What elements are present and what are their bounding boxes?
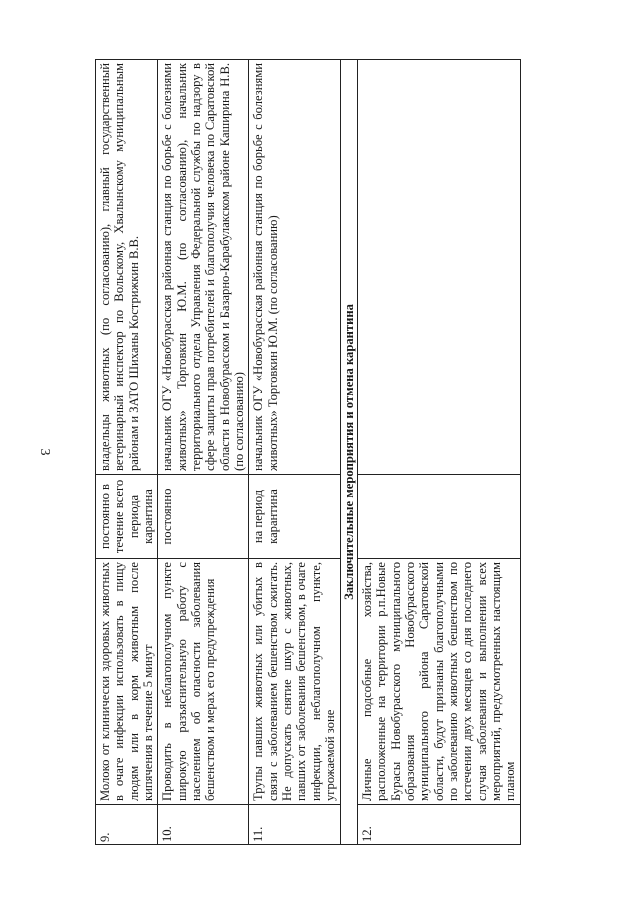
measure-description: Проводить в неблагополучном пункте широкую разъяснительную работу с населением об опасности заболевания бешенством и мерах его предупреждения xyxy=(158,559,249,805)
measure-timing: постоянно xyxy=(158,475,249,559)
measure-description: Трупы павших животных или убитых в связи с заболеванием бешенством сжигать. Не допускать снятие шкур с животных, павших от заболевания бешенством, в очаге инфекции, неблагополучном пункте, угрожаемой зоне xyxy=(249,559,340,805)
measure-timing: на период карантина xyxy=(249,475,340,559)
row-number: 10. xyxy=(158,805,249,845)
measures-table xyxy=(95,59,521,845)
measure-responsible: владельцы животных (по согласованию), главный государственный ветеринарный инспектор по Вольскому, Хвалынскому муниципальным районам и ЗАТО Шиханы Кострижкин В.В. xyxy=(96,60,158,475)
row-number: 9. xyxy=(96,805,158,845)
measure-timing: постоянно в течение всего периода карантина xyxy=(96,475,158,559)
measure-responsible xyxy=(357,60,520,475)
rotated-page-content xyxy=(95,60,518,845)
row-number: 11. xyxy=(249,805,340,845)
table-row xyxy=(357,60,520,845)
section-heading: Заключительные мероприятия и отмена карантина xyxy=(340,60,357,845)
measure-responsible: начальник ОГУ «Новобурасская районная станция по борьбе с болезнями животных» Торговкин Ю.М. (по согласованию), начальник территориального отдела Управления Федеральной службы по надзору в сфере защиты прав потребителей и благополучия человека по Саратовской области в Новобурасском и Базарно-Карабулакском районе Каширина Н.В. (по согласованию) xyxy=(158,60,249,475)
table-row xyxy=(249,60,340,845)
table-row xyxy=(158,60,249,845)
section-row xyxy=(340,60,357,845)
measure-description: Личные подсобные хозяйства, расположенные на территории р.п.Новые Бурасы Новобурасского муниципального образования Новобурасского муниципального района Саратовской области, будут признаны благополучными по заболеванию животных бешенством по истечении двух месяцев со дня последнего случая заболевания и выполнении всех мероприятий, предусмотренных настоящим планом xyxy=(357,559,520,805)
page-number: 3 xyxy=(37,448,52,456)
measure-description: Молоко от клинически здоровых животных в очаге инфекции использовать в пищу людям или в корм животным после кипячения в течение 5 минут xyxy=(96,559,158,805)
measure-timing xyxy=(357,475,520,559)
row-number: 12. xyxy=(357,805,520,845)
measure-responsible: начальник ОГУ «Новобурасская районная станция по борьбе с болезнями животных» Торговкин Ю.М. (по согласованию) xyxy=(249,60,340,475)
table-row xyxy=(96,60,158,845)
